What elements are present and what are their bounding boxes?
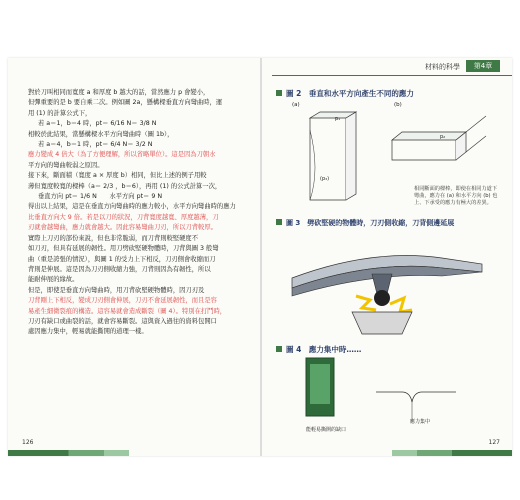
right-footer-bar xyxy=(262,450,512,456)
figure4-package-label: 能輕易撕開的缺口 xyxy=(306,427,347,433)
figure2-caption: 相同斷面的樑棒，即使在相同力道下彎曲，應力在 (a) 和水平方向 (b) 也上、下承受的應力有極大的差異。 xyxy=(414,186,498,206)
paragraph: 得出以上結果，這是在垂直方向彎曲時的應力較小，水平方向彎曲時的應力 xyxy=(28,203,236,211)
figure-marker-icon xyxy=(276,346,282,352)
running-header xyxy=(262,58,512,76)
paragraph: 如刀刃，但具有延展的韌性。用刀劈砍堅硬物體時，刀背與圖 3 般彎 xyxy=(28,245,219,253)
figure4-diagram xyxy=(306,358,486,428)
paragraph: 實際上刀刃的部份來說，但也非常脆弱，而刀背則較堅硬度不 xyxy=(28,234,199,242)
right-page xyxy=(262,58,512,456)
figure2-label-b: (b) xyxy=(394,102,402,108)
paragraph: 薄但寬度較寬的樑棒（a＝ 2/3 ，b＝6），再用 (1) 的公式計算一次， xyxy=(28,182,222,190)
formula-line: 若 a＝4，b＝1 時，pt＝ 6/4 N＝ 3/2 N xyxy=(38,141,153,149)
left-page-number: 126 xyxy=(22,439,34,446)
paragraph: 但彈重要的是 b 要自乘二次。例如圖 2a，懸構樑垂直方向彎曲時，運 xyxy=(28,99,223,107)
paragraph: 相較於此結果，當懸構樑水平方向彎曲時（圖 1b）， xyxy=(28,130,174,138)
figure4-title: 圖 4 應力集中時…… xyxy=(276,344,361,355)
figure2-title: 圖 2 垂直和水平方向產生不同的應力 xyxy=(276,88,414,99)
figure3-title: 圖 3 劈砍堅硬的物體時，刀刃側收縮，刀背側邊延展 xyxy=(276,218,454,228)
header-rule xyxy=(272,75,512,76)
paragraph: 接下來，斷面積（寬度 a × 厚度 b）相同，但比上述的例子用較 xyxy=(28,172,207,180)
figure4-stress-label: 應力集中 xyxy=(410,419,431,425)
paragraph: 對於刀叫相同而寬度 a 和厚度 b 越大的話，當然應力 p 會變小， xyxy=(28,89,210,96)
figure2-p2: p₂ xyxy=(440,134,446,140)
paragraph-emphasis: 易產生細微裂痕的構造。這容易就會造成斷裂（圖 4）。特別在打鬥時， xyxy=(28,307,227,315)
formula-line: 若 a＝1，b＝4 時，pt＝ 6/16 N＝ 3/8 N xyxy=(38,120,157,128)
left-page xyxy=(8,58,260,456)
paragraph: 平方向的彎曲較弱之原因。 xyxy=(28,161,104,169)
book-title: 材料的科學 xyxy=(425,63,460,71)
figure2-label-a: (a) xyxy=(292,102,300,108)
paragraph: 處因應力集中，輕易就能撕開的道理一樣。 xyxy=(28,328,148,336)
paragraph: 用 (1) 的計算公式下， xyxy=(28,109,92,117)
chapter-badge: 第4章 xyxy=(466,60,500,72)
figure3-blade-illustration xyxy=(292,238,492,338)
figure-marker-icon xyxy=(276,90,282,96)
paragraph: 背則是伸展。這是因為刀刃側收縮力強，刀背則因為有韌性，所以 xyxy=(28,265,211,273)
right-page-number: 127 xyxy=(488,439,500,446)
left-body-text xyxy=(28,88,243,338)
paragraph: 但是，即使是垂直方向彎曲時，用刀背砍堅硬物體時，因刀刃及 xyxy=(28,286,205,294)
figure-marker-icon xyxy=(276,219,282,225)
figure2-p1: p₁ xyxy=(335,116,341,122)
paragraph: 曲（重是誇張的情況），與圖 1 的受力上下相反，刀刃側會收縮而刀 xyxy=(28,255,216,263)
paragraph: 刀刃有缺口或曲裂的話，就會容易斷裂。這與資入過往的資料包開口 xyxy=(28,317,217,325)
paragraph: 能耐伸展的緣故。 xyxy=(28,276,79,284)
paragraph-emphasis: 應力變成 4 倍大（為了方便理解，所以省略單位）。這是因為刀朝水 xyxy=(28,151,216,159)
left-footer-bar xyxy=(8,450,260,456)
paragraph-emphasis: 比垂直方向大 9 倍。若是以刀的狀況，刀背寬度越寬、厚度越薄，刀 xyxy=(28,213,219,221)
book-spread xyxy=(8,58,512,456)
paragraph-emphasis: 刃就會越彎曲，應力就會越大。因此容易彎曲刀刃，所以刀背較厚。 xyxy=(28,224,217,232)
formula-line: 垂直方向 pt＝ 1/6 N 水平方向 pt＝ 9 N xyxy=(38,193,163,201)
figure2-p3: (p₃) xyxy=(320,176,330,182)
paragraph-emphasis: 刀背剛上下相反，變成刀刃側會伸展，刀刃不會延展韌性，而且是容 xyxy=(28,297,217,305)
